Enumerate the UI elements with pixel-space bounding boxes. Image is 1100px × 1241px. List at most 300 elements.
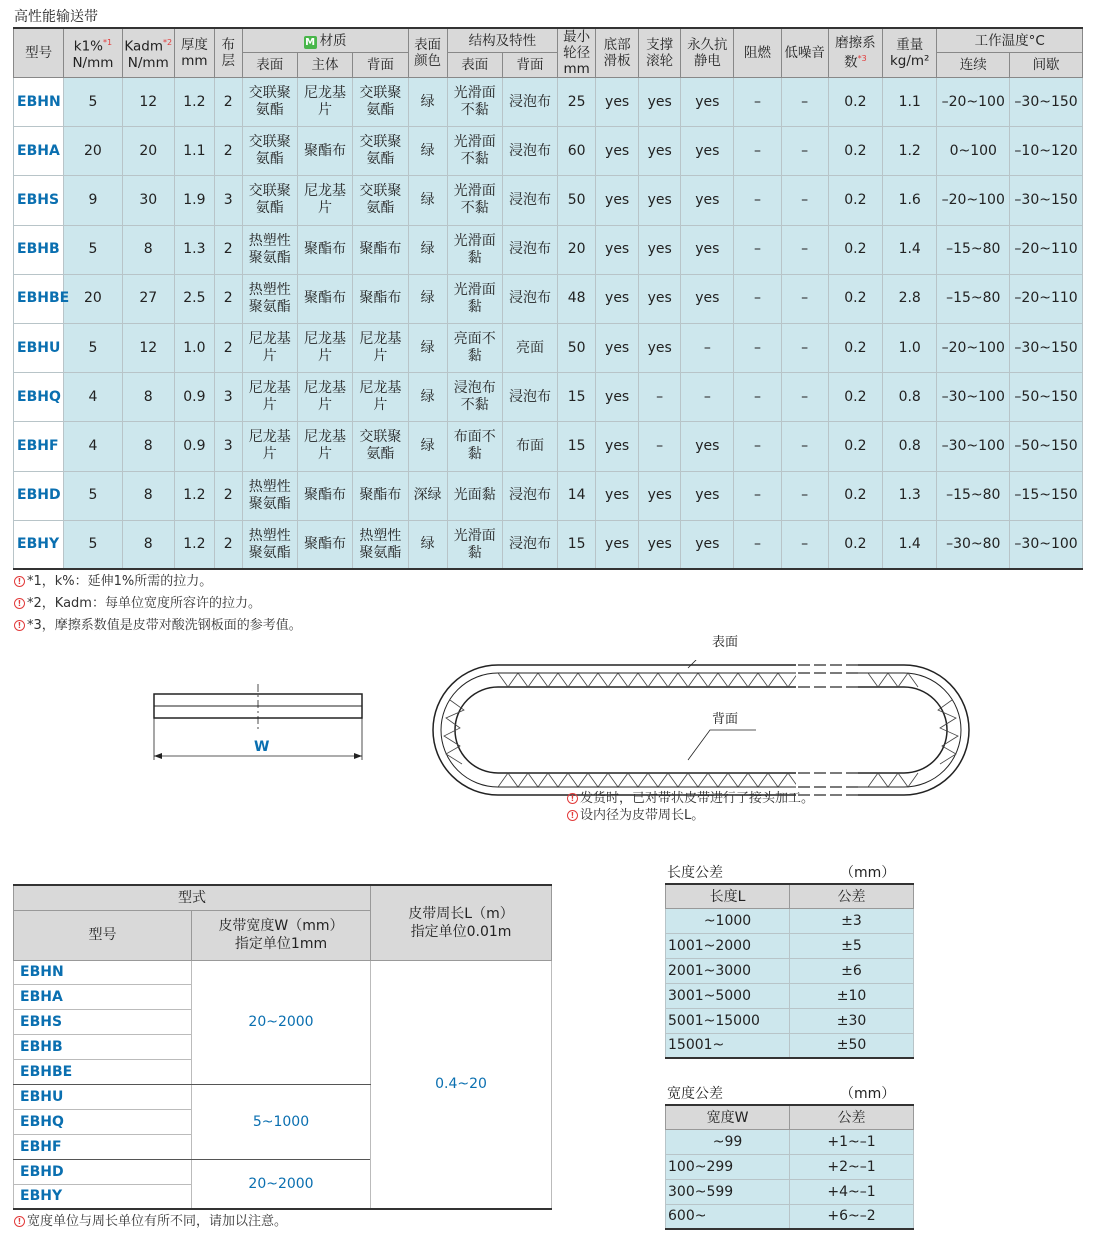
range-cell: ~99 <box>666 1129 790 1154</box>
model-header: 型号 <box>14 910 192 960</box>
cell-low-noise: – <box>781 274 828 323</box>
cell-antistatic: yes <box>681 422 734 471</box>
cell-k1: 20 <box>64 127 122 176</box>
cell-kadm: 12 <box>122 323 174 372</box>
width-label: W <box>254 739 270 755</box>
cell-weight: 1.2 <box>883 127 937 176</box>
cell-weight: 1.6 <box>883 176 937 225</box>
header-low-noise: 低噪音 <box>781 28 828 78</box>
warning-icon: ! <box>567 810 578 821</box>
width-header: 皮带宽度W（mm） 指定单位1mm <box>192 910 371 960</box>
cell-mat-body: 尼龙基片 <box>297 373 352 422</box>
table-row <box>666 1129 914 1154</box>
width-range-1: 20~2000 <box>192 960 371 1084</box>
cell-temp-inter: –50~150 <box>1010 373 1083 422</box>
type-model: EBHN <box>14 960 192 985</box>
cell-bottom-slide: yes <box>596 471 639 520</box>
header-flame: 阻燃 <box>734 28 781 78</box>
length-header: 皮带周长L（m） 指定单位0.01m <box>371 885 552 960</box>
cell-weight: 1.4 <box>883 225 937 274</box>
cell-k1: 5 <box>64 471 122 520</box>
cell-color: 绿 <box>408 274 447 323</box>
range-cell: 100~299 <box>666 1154 790 1179</box>
cell-flame: – <box>734 471 781 520</box>
cell-support-roller: yes <box>639 176 681 225</box>
cell-friction: 0.2 <box>828 176 882 225</box>
cell-weight: 1.3 <box>883 471 937 520</box>
cell-temp-inter: –10~120 <box>1010 127 1083 176</box>
warning-icon: ! <box>14 576 25 587</box>
cell-mat-surface: 尼龙基片 <box>242 373 297 422</box>
cell-temp-cont: –15~80 <box>937 274 1010 323</box>
type-model: EBHD <box>14 1159 192 1184</box>
cell-weight: 0.8 <box>883 422 937 471</box>
cell-bottom-slide: yes <box>596 422 639 471</box>
tolerance-cell: ±3 <box>790 908 914 933</box>
cell-bottom-slide: yes <box>596 373 639 422</box>
header-material: M 材质 <box>242 28 408 53</box>
cell-temp-cont: –20~100 <box>937 176 1010 225</box>
leader-back <box>688 730 756 760</box>
tolerance-cell: ±10 <box>790 983 914 1008</box>
cell-antistatic: – <box>681 323 734 372</box>
table-row <box>14 323 1083 372</box>
cell-mat-surface: 交联聚氨酯 <box>242 176 297 225</box>
cell-min-pulley: 15 <box>558 422 596 471</box>
hatch-right <box>868 673 918 787</box>
cell-low-noise: – <box>781 373 828 422</box>
cell-mat-back: 聚酯布 <box>353 225 408 274</box>
header-antistatic: 永久抗静电 <box>681 28 734 78</box>
cell-temp-cont: –30~100 <box>937 422 1010 471</box>
table-row <box>666 1033 914 1058</box>
cell-k1: 5 <box>64 323 122 372</box>
cell-kadm: 27 <box>122 274 174 323</box>
cell-bottom-slide: yes <box>596 78 639 127</box>
cell-flame: – <box>734 373 781 422</box>
cell-mat-body: 尼龙基片 <box>297 422 352 471</box>
type-model: EBHY <box>14 1184 192 1209</box>
width-tolerance-table <box>665 1104 914 1230</box>
cell-thickness: 0.9 <box>174 373 214 422</box>
cell-str-back: 浸泡布 <box>502 520 557 569</box>
table-row <box>666 1204 914 1229</box>
cell-mat-body: 尼龙基片 <box>297 176 352 225</box>
cell-mat-body: 聚酯布 <box>297 127 352 176</box>
cell-str-back: 浸泡布 <box>502 176 557 225</box>
table-row <box>14 225 1083 274</box>
cell-model: EBHD <box>14 471 64 520</box>
cell-weight: 2.8 <box>883 274 937 323</box>
cell-layers: 2 <box>214 225 242 274</box>
cell-flame: – <box>734 520 781 569</box>
table-row <box>14 78 1083 127</box>
table-row <box>666 1154 914 1179</box>
cell-str-surface: 光滑面黏 <box>447 520 502 569</box>
cell-str-back: 浸泡布 <box>502 127 557 176</box>
cell-bottom-slide: yes <box>596 225 639 274</box>
cell-support-roller: yes <box>639 520 681 569</box>
cell-support-roller: yes <box>639 471 681 520</box>
header-layers: 布层 <box>214 28 242 78</box>
header-temp-inter: 间歇 <box>1010 53 1083 78</box>
cell-str-surface: 光滑面不黏 <box>447 176 502 225</box>
header-bottom-slide: 底部滑板 <box>596 28 639 78</box>
cell-mat-surface: 交联聚氨酯 <box>242 127 297 176</box>
page-title: 高性能输送带 <box>14 9 98 25</box>
cell-friction: 0.2 <box>828 520 882 569</box>
cell-temp-inter: –20~110 <box>1010 225 1083 274</box>
range-cell: 3001~5000 <box>666 983 790 1008</box>
width-tol-unit: （mm） <box>840 1086 896 1102</box>
table-row <box>666 958 914 983</box>
cell-flame: – <box>734 78 781 127</box>
cell-flame: – <box>734 127 781 176</box>
type-header: 型式 <box>14 885 371 910</box>
tolerance-cell: ±5 <box>790 933 914 958</box>
cell-thickness: 1.0 <box>174 323 214 372</box>
cell-min-pulley: 15 <box>558 520 596 569</box>
cell-support-roller: – <box>639 422 681 471</box>
header-mat-back: 背面 <box>353 53 408 78</box>
range-cell: ~1000 <box>666 908 790 933</box>
cell-friction: 0.2 <box>828 323 882 372</box>
range-cell: 15001~ <box>666 1033 790 1058</box>
range-cell: 300~599 <box>666 1179 790 1204</box>
cell-temp-cont: –30~100 <box>937 373 1010 422</box>
cell-str-back: 浸泡布 <box>502 373 557 422</box>
cell-str-surface: 光滑面不黏 <box>447 78 502 127</box>
cell-k1: 9 <box>64 176 122 225</box>
header-surface-color: 表面颜色 <box>408 28 447 78</box>
cell-flame: – <box>734 274 781 323</box>
header-friction: 磨擦系数$^{*3}$ <box>828 28 882 78</box>
header-str-surface: 表面 <box>447 53 502 78</box>
cell-temp-inter: –30~150 <box>1010 78 1083 127</box>
header-weight: 重量 kg/m² <box>883 28 937 78</box>
cell-mat-body: 聚酯布 <box>297 471 352 520</box>
cell-antistatic: yes <box>681 127 734 176</box>
tolerance-cell: ±30 <box>790 1008 914 1033</box>
cell-layers: 3 <box>214 422 242 471</box>
footnote-2: ! *2，Kadm：每单位宽度所容许的拉力。 <box>14 592 261 611</box>
warning-icon: ! <box>14 598 25 609</box>
cell-temp-inter: –50~150 <box>1010 422 1083 471</box>
cell-mat-surface: 热塑性聚氨酯 <box>242 225 297 274</box>
cell-str-back: 浸泡布 <box>502 225 557 274</box>
hatch-left-end <box>444 700 464 764</box>
cell-mat-back: 尼龙基片 <box>353 323 408 372</box>
cell-thickness: 0.9 <box>174 422 214 471</box>
cell-friction: 0.2 <box>828 127 882 176</box>
cell-friction: 0.2 <box>828 274 882 323</box>
table-row <box>666 983 914 1008</box>
cell-temp-cont: –20~100 <box>937 78 1010 127</box>
header-k1: k1%$^{*1}$ N/mm <box>64 28 122 78</box>
cell-flame: – <box>734 323 781 372</box>
cell-antistatic: yes <box>681 78 734 127</box>
header-temp-cont: 连续 <box>937 53 1010 78</box>
header-mat-surface: 表面 <box>242 53 297 78</box>
cell-layers: 3 <box>214 373 242 422</box>
cell-kadm: 8 <box>122 373 174 422</box>
cell-mat-surface: 交联聚氨酯 <box>242 78 297 127</box>
header-kadm: Kadm$^{*2}$ N/mm <box>122 28 174 78</box>
cell-layers: 2 <box>214 78 242 127</box>
cell-thickness: 2.5 <box>174 274 214 323</box>
cell-model: EBHY <box>14 520 64 569</box>
diagram-note-2: ! 设内径为皮带周长L。 <box>567 804 704 823</box>
warning-icon: ! <box>14 1216 25 1227</box>
table-row <box>14 373 1083 422</box>
cell-layers: 3 <box>214 176 242 225</box>
cell-str-surface: 浸泡布不黏 <box>447 373 502 422</box>
cell-weight: 0.8 <box>883 373 937 422</box>
cell-model: EBHBE <box>14 274 64 323</box>
cell-min-pulley: 50 <box>558 323 596 372</box>
cell-min-pulley: 50 <box>558 176 596 225</box>
width-range-3: 20~2000 <box>192 1159 371 1209</box>
cell-str-surface: 亮面不黏 <box>447 323 502 372</box>
cell-weight: 1.4 <box>883 520 937 569</box>
type-model: EBHS <box>14 1010 192 1035</box>
cell-mat-back: 交联聚氨酯 <box>353 176 408 225</box>
range-cell: 2001~3000 <box>666 958 790 983</box>
cell-min-pulley: 48 <box>558 274 596 323</box>
cell-low-noise: – <box>781 471 828 520</box>
cell-temp-inter: –20~110 <box>1010 274 1083 323</box>
header-str-back: 背面 <box>502 53 557 78</box>
loop-outer <box>433 665 969 795</box>
cell-support-roller: yes <box>639 78 681 127</box>
cell-mat-body: 聚酯布 <box>297 274 352 323</box>
cell-thickness: 1.2 <box>174 78 214 127</box>
dim-arrow-right <box>354 753 362 759</box>
table-row <box>14 471 1083 520</box>
cell-mat-body: 尼龙基片 <box>297 78 352 127</box>
tolerance-cell: +6~–2 <box>790 1204 914 1229</box>
cell-low-noise: – <box>781 422 828 471</box>
hatch-right-end <box>938 700 958 764</box>
cell-str-surface: 布面不黏 <box>447 422 502 471</box>
cell-color: 绿 <box>408 373 447 422</box>
material-m-icon: M <box>305 36 316 48</box>
cell-temp-cont: –15~80 <box>937 225 1010 274</box>
cell-model: EBHS <box>14 176 64 225</box>
cell-mat-back: 聚酯布 <box>353 274 408 323</box>
header-mat-body: 主体 <box>297 53 352 78</box>
leader-surface <box>688 660 756 668</box>
header-temp: 工作温度°C <box>937 28 1083 53</box>
cell-kadm: 20 <box>122 127 174 176</box>
cell-color: 深绿 <box>408 471 447 520</box>
cell-model: EBHA <box>14 127 64 176</box>
cell-bottom-slide: yes <box>596 274 639 323</box>
cell-str-back: 浸泡布 <box>502 78 557 127</box>
width-tol-title: 宽度公差 <box>667 1086 723 1102</box>
dim-arrow-left <box>154 753 162 759</box>
cell-friction: 0.2 <box>828 225 882 274</box>
cell-bottom-slide: yes <box>596 176 639 225</box>
cell-mat-back: 热塑性聚氨酯 <box>353 520 408 569</box>
header-min-pulley: 最小轮径 mm <box>558 28 596 78</box>
length-tol-unit: （mm） <box>840 865 896 881</box>
cell-layers: 2 <box>214 274 242 323</box>
back-label: 背面 <box>712 712 739 727</box>
cell-color: 绿 <box>408 78 447 127</box>
cell-temp-inter: –15~150 <box>1010 471 1083 520</box>
tolerance-cell: ±6 <box>790 958 914 983</box>
spec-table <box>13 27 1083 570</box>
cell-model: EBHN <box>14 78 64 127</box>
cell-bottom-slide: yes <box>596 323 639 372</box>
tol-col: 公差 <box>790 884 914 908</box>
cell-support-roller: yes <box>639 323 681 372</box>
table-row <box>666 1179 914 1204</box>
cell-min-pulley: 60 <box>558 127 596 176</box>
cell-mat-body: 尼龙基片 <box>297 323 352 372</box>
cell-k1: 4 <box>64 422 122 471</box>
cell-mat-body: 聚酯布 <box>297 520 352 569</box>
table-row <box>666 1008 914 1033</box>
cell-temp-cont: –30~80 <box>937 520 1010 569</box>
table-row <box>14 176 1083 225</box>
cell-mat-body: 聚酯布 <box>297 225 352 274</box>
cell-color: 绿 <box>408 176 447 225</box>
cell-bottom-slide: yes <box>596 127 639 176</box>
cell-layers: 2 <box>214 127 242 176</box>
cell-mat-back: 交联聚氨酯 <box>353 78 408 127</box>
tolerance-cell: +2~–1 <box>790 1154 914 1179</box>
cell-k1: 5 <box>64 520 122 569</box>
cell-layers: 2 <box>214 520 242 569</box>
length-col: 长度L <box>666 884 790 908</box>
cell-thickness: 1.2 <box>174 520 214 569</box>
cell-mat-back: 交联聚氨酯 <box>353 127 408 176</box>
cell-antistatic: – <box>681 373 734 422</box>
cell-color: 绿 <box>408 422 447 471</box>
cell-temp-cont: –20~100 <box>937 323 1010 372</box>
cell-mat-surface: 热塑性聚氨酯 <box>242 520 297 569</box>
cell-model: EBHQ <box>14 373 64 422</box>
cell-support-roller: yes <box>639 127 681 176</box>
type-model: EBHU <box>14 1084 192 1109</box>
cell-model: EBHF <box>14 422 64 471</box>
cell-kadm: 8 <box>122 471 174 520</box>
cell-color: 绿 <box>408 323 447 372</box>
cell-antistatic: yes <box>681 471 734 520</box>
cell-kadm: 12 <box>122 78 174 127</box>
header-model: 型号 <box>14 28 64 78</box>
cell-mat-surface: 热塑性聚氨酯 <box>242 274 297 323</box>
range-cell: 1001~2000 <box>666 933 790 958</box>
cell-weight: 1.1 <box>883 78 937 127</box>
cell-temp-inter: –30~150 <box>1010 176 1083 225</box>
length-tol-title: 长度公差 <box>667 865 723 881</box>
cell-low-noise: – <box>781 127 828 176</box>
table-row <box>14 520 1083 569</box>
cell-antistatic: yes <box>681 274 734 323</box>
header-structure: 结构及特性 <box>447 28 558 53</box>
cell-mat-back: 聚酯布 <box>353 471 408 520</box>
cell-kadm: 8 <box>122 520 174 569</box>
loop-mid <box>441 673 961 787</box>
cell-min-pulley: 15 <box>558 373 596 422</box>
tolerance-cell: +4~–1 <box>790 1179 914 1204</box>
cell-low-noise: – <box>781 176 828 225</box>
range-cell: 5001~15000 <box>666 1008 790 1033</box>
cell-kadm: 30 <box>122 176 174 225</box>
cell-antistatic: yes <box>681 176 734 225</box>
table-row <box>666 933 914 958</box>
cell-mat-surface: 尼龙基片 <box>242 323 297 372</box>
cell-mat-back: 交联聚氨酯 <box>353 422 408 471</box>
cell-temp-inter: –30~100 <box>1010 520 1083 569</box>
tolerance-cell: +1~–1 <box>790 1129 914 1154</box>
cell-low-noise: – <box>781 225 828 274</box>
hatch-top <box>498 673 798 687</box>
warning-icon: ! <box>567 793 578 804</box>
diagram-note-1: ! 发货时，已对带状皮带进行了接头加工。 <box>567 787 814 806</box>
cell-color: 绿 <box>408 520 447 569</box>
width-col: 宽度W <box>666 1105 790 1129</box>
cell-str-back: 浸泡布 <box>502 471 557 520</box>
break-gap <box>796 662 858 798</box>
hatch-bottom <box>498 773 798 787</box>
type-model: EBHF <box>14 1134 192 1159</box>
type-model: EBHB <box>14 1035 192 1060</box>
cell-color: 绿 <box>408 127 447 176</box>
cell-friction: 0.2 <box>828 422 882 471</box>
cell-temp-cont: –15~80 <box>937 471 1010 520</box>
surface-label: 表面 <box>712 635 739 650</box>
range-cell: 600~ <box>666 1204 790 1229</box>
cell-str-back: 布面 <box>502 422 557 471</box>
cell-color: 绿 <box>408 225 447 274</box>
cell-thickness: 1.9 <box>174 176 214 225</box>
cell-kadm: 8 <box>122 422 174 471</box>
cell-k1: 20 <box>64 274 122 323</box>
cell-temp-cont: 0~100 <box>937 127 1010 176</box>
cell-kadm: 8 <box>122 225 174 274</box>
warning-icon: ! <box>14 620 25 631</box>
length-tolerance-table <box>665 883 914 1059</box>
table-row <box>14 422 1083 471</box>
width-range-2: 5~1000 <box>192 1084 371 1159</box>
table-row <box>666 908 914 933</box>
belt-loop-diagram <box>428 660 974 800</box>
cell-support-roller: yes <box>639 274 681 323</box>
cell-str-surface: 光滑面黏 <box>447 225 502 274</box>
cell-str-surface: 光面黏 <box>447 471 502 520</box>
cell-support-roller: – <box>639 373 681 422</box>
cell-layers: 2 <box>214 471 242 520</box>
cell-friction: 0.2 <box>828 471 882 520</box>
length-range: 0.4~20 <box>371 960 552 1209</box>
tolerance-cell: ±50 <box>790 1033 914 1058</box>
cell-str-surface: 光滑面不黏 <box>447 127 502 176</box>
cell-flame: – <box>734 422 781 471</box>
cell-min-pulley: 14 <box>558 471 596 520</box>
cell-antistatic: yes <box>681 520 734 569</box>
cell-flame: – <box>734 176 781 225</box>
cell-friction: 0.2 <box>828 78 882 127</box>
footnote-3: ! *3，摩擦系数值是皮带对酸洗钢板面的参考值。 <box>14 614 302 633</box>
cell-thickness: 1.3 <box>174 225 214 274</box>
cell-min-pulley: 25 <box>558 78 596 127</box>
cell-str-back: 亮面 <box>502 323 557 372</box>
cell-model: EBHB <box>14 225 64 274</box>
